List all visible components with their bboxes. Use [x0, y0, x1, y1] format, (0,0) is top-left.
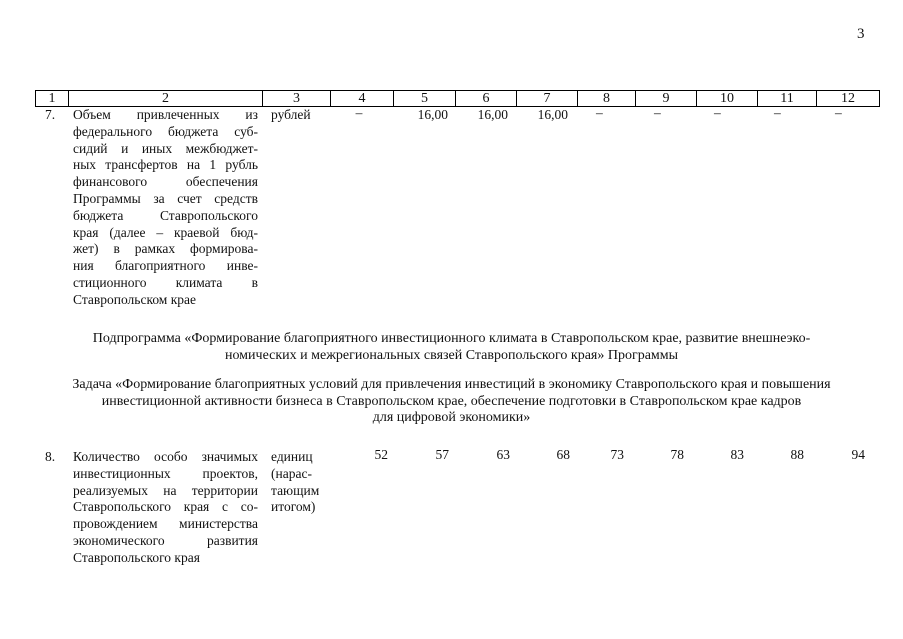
value-col-7: 68: [556, 447, 570, 462]
value-col-7: 16,00: [537, 107, 568, 122]
header-col-12: 12: [817, 91, 880, 107]
header-col-8: 8: [578, 91, 636, 107]
value-col-9: –: [654, 105, 661, 120]
subprogram-title: Подпрограмма «Формирование благоприятного инвестиционного климата в Ставропольском крае, развитие внешнеэко- номических и межрегиональных связей Ставропольского края» Программы: [92, 331, 811, 363]
header-col-3: 3: [263, 91, 331, 107]
header-col-10: 10: [697, 91, 758, 107]
unit-of-measure: единиц (нарас- тающим итогом): [271, 449, 320, 515]
header-col-1: 1: [36, 91, 69, 107]
header-col-7: 7: [517, 91, 578, 107]
value-col-5: 16,00: [417, 107, 448, 122]
header-col-9: 9: [636, 91, 697, 107]
value-col-9: 78: [670, 447, 684, 462]
task-title: Задача «Формирование благоприятных условий для привлечения инвестиций в экономику Ставропольского края и повышения инвестиционной активности бизнеса в Ставропольском крае, обеспечение подготовки в Ставропольском крае кадров для цифровой экономики»: [72, 377, 831, 425]
value-col-10: –: [714, 105, 721, 120]
row-number: 8.: [45, 449, 56, 464]
value-col-5: 57: [435, 447, 449, 462]
value-col-8: –: [596, 105, 603, 120]
value-col-12: 94: [851, 447, 865, 462]
row-number: 7.: [45, 107, 56, 122]
header-col-6: 6: [456, 91, 517, 107]
value-col-6: 16,00: [477, 107, 508, 122]
column-header-row: [35, 90, 880, 107]
value-col-8: 73: [610, 447, 624, 462]
header-col-5: 5: [394, 91, 456, 107]
value-col-11: –: [774, 105, 781, 120]
value-col-11: 88: [790, 447, 804, 462]
value-col-12: –: [835, 105, 842, 120]
indicator-name: Объем привлеченных из федерального бюджета суб- сидий и иных межбюджет- ных трансфертов на 1 рубль финансового обеспечения Программы за счет средств бюджета Ставропольского края (далее – краевой бюд- жет) в рамках формирова- ния благоприятного инве- стиционного климата в Ставропольском крае: [73, 107, 258, 307]
header-col-4: 4: [331, 91, 394, 107]
value-col-4: 52: [374, 447, 388, 462]
header-col-11: 11: [758, 91, 817, 107]
value-col-4: –: [355, 105, 363, 120]
value-col-6: 63: [496, 447, 510, 462]
value-col-10: 83: [730, 447, 744, 462]
unit-of-measure: рублей: [271, 107, 311, 122]
indicator-name: Количество особо значимых инвестиционных проектов, реализуемых на территории Ставропольского края с со- провождением министерства экономического развития Ставропольского края: [73, 449, 258, 565]
page-number: 3: [857, 26, 865, 42]
header-col-2: 2: [69, 91, 263, 107]
